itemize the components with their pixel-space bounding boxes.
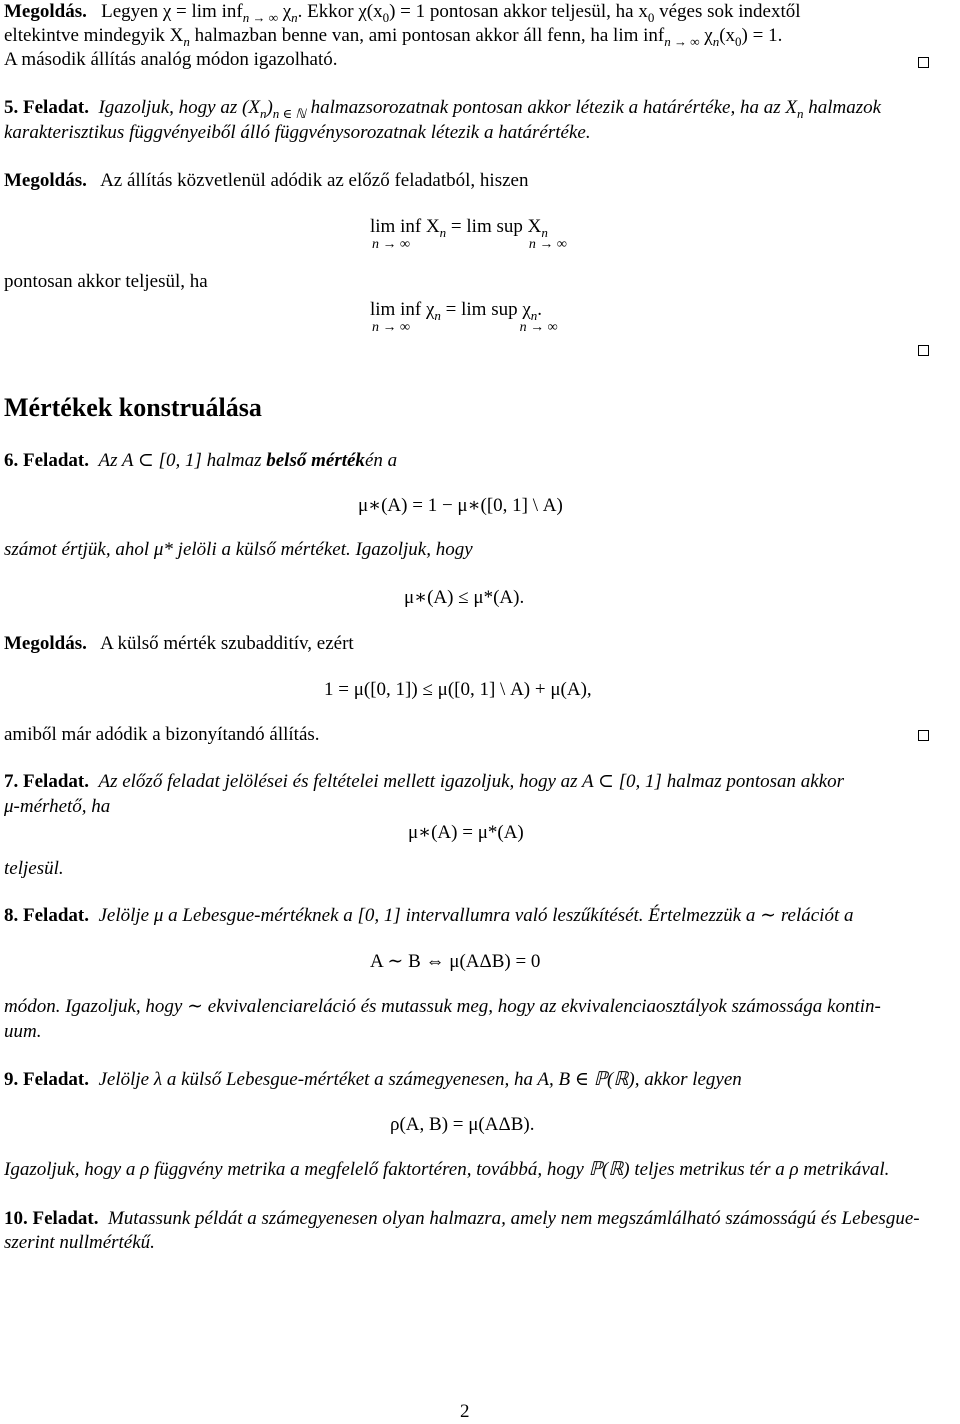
solution-line-3: A második állítás analóg módon igazolható. (4, 49, 338, 70)
text-segment: Legyen χ = lim inf (101, 1, 243, 22)
index-n: n (183, 34, 190, 49)
exercise-7-line-3: teljesül. (4, 858, 64, 879)
text-segment: Mutassunk példát a számegyenesen olyan halmazra, amely nem megszámlálható számosságú és Lebesgue- (107, 1208, 920, 1229)
qed-square-icon (918, 57, 929, 68)
equation-subadditivity: 1 = μ([0, 1]) ≤ μ([0, 1] \ A) + μ(A), (324, 679, 592, 700)
qed-square-icon (918, 730, 929, 741)
index-zero: 0 (382, 10, 390, 25)
text-segment: halmazsorozatnak pontosan akkor létezik a határértéke, ha az X (305, 97, 797, 118)
solution-6-line-2: amiből már adódik a bizonyítandó állítás. (4, 724, 320, 745)
index-zero: 0 (735, 34, 742, 49)
solution-label: Megoldás. (4, 170, 87, 191)
limsup-operator (445, 298, 558, 335)
index-set-subscript: n ∈ ℕ (272, 106, 306, 121)
exercise-7-line-1 (4, 770, 844, 794)
defined-term: belső mérték (266, 450, 365, 471)
exercise-7-label: 7. Feladat. (4, 771, 89, 792)
index-n: n (439, 225, 447, 240)
exercise-10-line-2: szerint nullmértékű. (4, 1232, 155, 1253)
solution-label: Megoldás. (4, 1, 87, 22)
text-segment: Jelölje μ a Lebesgue-mértéknek a [0, 1] intervallumra való leszűkítését. Értelmezzük a ∼ relációt a (98, 905, 854, 926)
limit-subscript: n → ∞ (372, 237, 410, 252)
text-segment: . Ekkor χ(x (297, 1, 383, 22)
index-n: n (434, 308, 441, 323)
liminf-operator (370, 215, 440, 252)
exercise-8-label: 8. Feladat. (4, 905, 89, 926)
text-segment: Az A ⊂ [0, 1] halmaz (98, 450, 267, 471)
text-segment: lim inf χ (370, 299, 435, 320)
limit-subscript: n → ∞ (519, 320, 558, 335)
exercise-8-line-2: módon. Igazoljuk, hogy ∼ ekvivalenciareláció és mutassuk meg, hogy az ekvivalenciaosztályok számossága kontin- (4, 996, 881, 1017)
solution-5-line-1 (4, 169, 528, 193)
text-segment: Jelölje λ a külső Lebesgue-mértéket a számegyenesen, ha A, B ∈ ℙ(ℝ), akkor legyen (98, 1069, 742, 1090)
text-segment: ) = 1. (741, 25, 783, 46)
text-segment: én a (364, 450, 398, 471)
exercise-5-label: 5. Feladat. (4, 97, 89, 118)
text-segment: ) (266, 97, 273, 118)
limit-subscript: n → ∞ (664, 34, 700, 49)
equation-metric: ρ(A, B) = μ(AΔB). (390, 1114, 535, 1135)
solution-6-line-1 (4, 632, 354, 656)
text-segment: = lim sup X (450, 216, 542, 237)
index-n: n (291, 10, 298, 25)
index-zero: 0 (647, 10, 655, 25)
equation-inner-measure: μ∗(A) = 1 − μ∗([0, 1] \ A) (358, 495, 563, 516)
index-n: n (712, 34, 720, 49)
exercise-8-line-3: uum. (4, 1021, 42, 1042)
exercise-7-line-2: μ-mérhető, ha (4, 796, 111, 817)
equation-equivalence: A ∼ B ⇔ μ(AΔB) = 0 (370, 951, 541, 972)
qed-square-icon (918, 345, 929, 356)
text-segment: χ (699, 25, 713, 46)
index-n: n (530, 308, 538, 323)
exercise-5-line-2: karakterisztikus függvényeiből álló függvénysorozatnak létezik a határértéke. (4, 122, 591, 143)
equation-measure-inequality: μ∗(A) ≤ μ*(A). (404, 587, 525, 608)
text-segment: = lim sup χ (445, 299, 531, 320)
text-segment: Igazoljuk, hogy az (X (98, 97, 260, 118)
index-n: n (796, 106, 804, 121)
exercise-6-line-1 (4, 449, 397, 473)
text-segment: halmazok (803, 97, 882, 118)
limit-subscript: n → ∞ (372, 320, 410, 335)
text-segment: ) = 1 pontosan akkor teljesül, ha x (389, 1, 648, 22)
exercise-6-label: 6. Feladat. (4, 450, 89, 471)
exercise-10-line-1 (4, 1207, 920, 1231)
exercise-9-line-2: Igazoljuk, hogy a ρ függvény metrika a megfelelő faktortéren, továbbá, hogy ℙ(ℝ) teljes metrikus tér a ρ metrikával. (4, 1159, 890, 1180)
exercise-8-line-1 (4, 904, 854, 928)
text-segment: . (537, 299, 543, 320)
text-segment: véges sok indextől (654, 1, 801, 22)
exercise-9-label: 9. Feladat. (4, 1069, 89, 1090)
exercise-6-line-2: számot értjük, ahol μ* jelöli a külső mértéket. Igazoljuk, hogy (4, 539, 473, 560)
equation-limits-indicators (370, 298, 558, 335)
index-n: n (541, 225, 548, 240)
text-segment: Az előző feladat jelölései és feltételei mellett igazoljuk, hogy az A ⊂ [0, 1] halmaz pontosan akkor (98, 771, 845, 792)
index-n: n (259, 106, 267, 121)
text-segment: A külső mérték szubadditív, ezért (100, 633, 354, 654)
solution-5-middle-text: pontosan akkor teljesül, ha (4, 271, 208, 292)
equation-limits-sets (370, 215, 567, 252)
text-segment: Az állítás közvetlenül adódik az előző feladatból, hiszen (100, 170, 529, 191)
solution-label: Megoldás. (4, 633, 87, 654)
exercise-10-label: 10. Feladat. (4, 1208, 99, 1229)
equation-measurability: μ∗(A) = μ*(A) (408, 822, 524, 843)
limsup-operator (450, 215, 567, 252)
section-heading: Mértékek konstruálása (4, 393, 262, 422)
text-segment: eltekintve mindegyik X (4, 25, 184, 46)
liminf-operator (370, 298, 435, 335)
text-segment: χ (282, 1, 292, 22)
page-number: 2 (460, 1401, 470, 1422)
limit-subscript: n → ∞ (242, 10, 278, 25)
text-segment: halmazban benne van, ami pontosan akkor áll fenn, ha lim inf (189, 25, 665, 46)
text-segment: lim inf X (370, 216, 440, 237)
exercise-9-line-1 (4, 1068, 742, 1092)
text-segment: (x (719, 25, 736, 46)
limit-subscript: n → ∞ (528, 237, 567, 252)
